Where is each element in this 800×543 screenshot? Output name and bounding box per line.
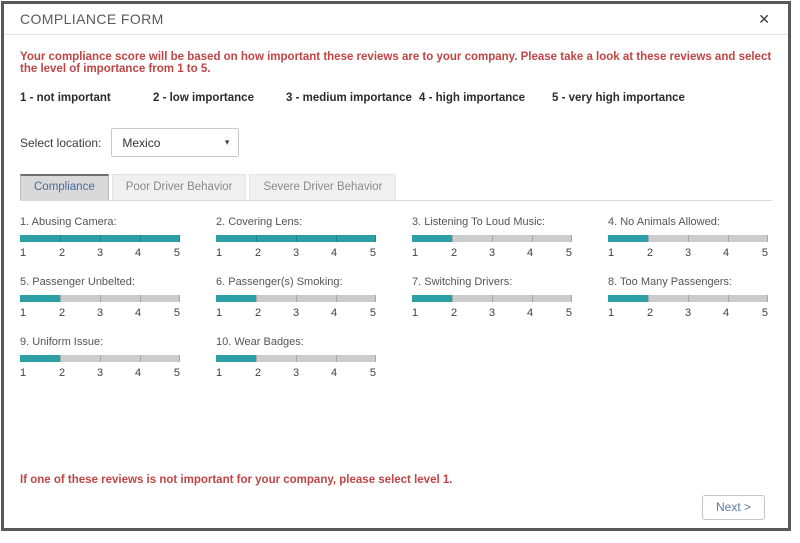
slider-scale	[608, 247, 768, 259]
slider-scale-number: 1	[216, 247, 223, 259]
slider-scale-number: 3	[96, 307, 104, 319]
slider-fill	[412, 295, 452, 302]
slider-scale-number: 3	[488, 247, 496, 259]
slider-tick	[60, 295, 61, 302]
slider-tick	[492, 235, 493, 242]
slider-tick	[140, 235, 141, 242]
intro-message: Your compliance score will be based on how important these reviews are to your company. Please take a look at these reviews and select the level of importance from 1 to 5.	[20, 51, 772, 75]
slider-scale	[216, 307, 376, 319]
slider-item	[216, 336, 376, 379]
slider-scale-number: 4	[134, 307, 142, 319]
slider-scale	[216, 367, 376, 379]
slider-tick	[532, 295, 533, 302]
footnote-message: If one of these reviews is not important for your company, please select level 1.	[20, 474, 453, 486]
slider-scale-number: 2	[450, 247, 458, 259]
slider-fill	[608, 235, 648, 242]
slider-scale-number: 4	[330, 367, 338, 379]
slider-tick	[256, 235, 257, 242]
dialog-body	[4, 51, 788, 543]
legend-item-1: 1 - not important	[20, 92, 111, 104]
location-label: Select location:	[20, 135, 102, 150]
slider-tick	[100, 355, 101, 362]
slider-tick	[336, 295, 337, 302]
slider-scale-number: 2	[58, 367, 66, 379]
slider-scale-number: 1	[412, 247, 419, 259]
dialog-header	[4, 4, 788, 35]
slider-tick	[648, 235, 649, 242]
slider-scale-number: 3	[684, 307, 692, 319]
tab-poor-driver-behavior[interactable]: Poor Driver Behavior	[112, 174, 247, 200]
slider-scale-number: 3	[292, 307, 300, 319]
slider-scale-number: 5	[369, 367, 376, 379]
slider-scale-number: 5	[565, 307, 572, 319]
slider-scale-number: 2	[646, 307, 654, 319]
slider-tick	[728, 295, 729, 302]
slider-item	[412, 276, 572, 319]
slider-tick	[60, 355, 61, 362]
slider-tick	[296, 235, 297, 242]
slider-scale	[608, 307, 768, 319]
close-icon[interactable]: ✕	[758, 11, 770, 27]
dialog-title: COMPLIANCE FORM	[20, 11, 164, 27]
slider-tick	[100, 235, 101, 242]
slider-scale-number: 3	[488, 307, 496, 319]
slider-scale-number: 1	[216, 367, 223, 379]
slider-scale-number: 5	[369, 247, 376, 259]
slider-scale-number: 5	[761, 247, 768, 259]
slider-tick	[179, 355, 180, 362]
importance-legend	[20, 92, 772, 104]
slider-scale-number: 3	[96, 367, 104, 379]
slider-scale	[20, 247, 180, 259]
tab-compliance[interactable]: Compliance	[20, 174, 109, 200]
slider-scale-number: 2	[254, 307, 262, 319]
location-dropdown[interactable]	[111, 128, 239, 157]
slider-label: 3. Listening To Loud Music:	[412, 216, 546, 228]
slider-tick	[375, 295, 376, 302]
slider-scale-number: 2	[450, 307, 458, 319]
slider-track[interactable]	[412, 295, 572, 302]
slider-scale	[20, 367, 180, 379]
legend-item-2: 2 - low importance	[153, 92, 254, 104]
slider-label: 10. Wear Badges:	[216, 336, 304, 348]
slider-tick	[492, 295, 493, 302]
slider-tick	[571, 295, 572, 302]
slider-tick	[256, 355, 257, 362]
slider-tick	[336, 355, 337, 362]
slider-tick	[60, 235, 61, 242]
slider-track[interactable]	[216, 355, 376, 362]
slider-tick	[296, 355, 297, 362]
location-row	[20, 128, 772, 157]
location-selected-value: Mexico	[122, 135, 161, 150]
slider-tick	[140, 295, 141, 302]
slider-tick	[256, 295, 257, 302]
slider-scale-number: 4	[134, 367, 142, 379]
slider-item	[20, 216, 180, 259]
slider-scale-number: 2	[646, 247, 654, 259]
slider-tick	[100, 295, 101, 302]
slider-track[interactable]	[20, 355, 180, 362]
slider-item	[412, 216, 572, 259]
slider-scale	[412, 307, 572, 319]
slider-label: 2. Covering Lens:	[216, 216, 303, 228]
slider-scale-number: 5	[173, 367, 180, 379]
slider-scale-number: 1	[412, 307, 419, 319]
slider-scale-number: 3	[684, 247, 692, 259]
slider-tick	[452, 295, 453, 302]
slider-label: 1. Abusing Camera:	[20, 216, 117, 228]
slider-tick	[375, 355, 376, 362]
next-row	[702, 495, 765, 520]
slider-scale-number: 4	[722, 307, 730, 319]
sliders-grid	[20, 216, 772, 379]
slider-scale-number: 4	[722, 247, 730, 259]
slider-scale-number: 5	[565, 247, 572, 259]
slider-fill	[608, 295, 648, 302]
slider-scale-number: 2	[58, 307, 66, 319]
slider-scale-number: 1	[608, 247, 615, 259]
slider-scale-number: 2	[254, 367, 262, 379]
slider-label: 4. No Animals Allowed:	[608, 216, 720, 228]
slider-tick	[179, 235, 180, 242]
slider-scale-number: 1	[20, 367, 27, 379]
slider-scale-number: 1	[608, 307, 615, 319]
legend-item-3: 3 - medium importance	[286, 92, 412, 104]
slider-scale-number: 1	[20, 307, 27, 319]
slider-label: 6. Passenger(s) Smoking:	[216, 276, 343, 288]
slider-tick	[296, 295, 297, 302]
slider-tick	[375, 235, 376, 242]
slider-tick	[767, 295, 768, 302]
slider-label: 8. Too Many Passengers:	[608, 276, 732, 288]
slider-scale-number: 5	[761, 307, 768, 319]
slider-item	[20, 336, 180, 379]
slider-scale-number: 4	[526, 307, 534, 319]
slider-tick	[140, 355, 141, 362]
slider-scale	[20, 307, 180, 319]
slider-scale-number: 1	[20, 247, 27, 259]
slider-scale-number: 2	[58, 247, 66, 259]
slider-scale-number: 1	[216, 307, 223, 319]
slider-fill	[20, 355, 60, 362]
slider-track[interactable]	[216, 235, 376, 242]
slider-scale-number: 5	[369, 307, 376, 319]
slider-tick	[336, 235, 337, 242]
slider-item	[20, 276, 180, 319]
slider-item	[608, 216, 768, 259]
slider-tick	[767, 235, 768, 242]
legend-item-4: 4 - high importance	[419, 92, 526, 104]
slider-scale-number: 3	[96, 247, 104, 259]
chevron-down-icon: ▾	[224, 137, 230, 147]
slider-track[interactable]	[20, 235, 180, 242]
slider-fill	[412, 235, 452, 242]
slider-tick	[179, 295, 180, 302]
slider-scale-number: 5	[173, 247, 180, 259]
slider-item	[608, 276, 768, 319]
slider-scale-number: 4	[526, 247, 534, 259]
slider-label: 5. Passenger Unbelted:	[20, 276, 135, 288]
slider-scale-number: 2	[254, 247, 262, 259]
slider-tick	[688, 235, 689, 242]
slider-item	[216, 216, 376, 259]
tab-severe-driver-behavior[interactable]: Severe Driver Behavior	[249, 174, 396, 200]
behavior-tabs	[20, 174, 772, 201]
slider-track[interactable]	[608, 295, 768, 302]
slider-scale-number: 4	[330, 307, 338, 319]
slider-scale-number: 4	[330, 247, 338, 259]
compliance-form-dialog	[1, 1, 791, 531]
slider-label: 9. Uniform Issue:	[20, 336, 104, 348]
slider-tick	[452, 235, 453, 242]
slider-tick	[648, 295, 649, 302]
slider-scale-number: 5	[173, 307, 180, 319]
slider-scale-number: 4	[134, 247, 142, 259]
next-button[interactable]: Next >	[702, 495, 765, 520]
slider-tick	[571, 235, 572, 242]
slider-label: 7. Switching Drivers:	[412, 276, 513, 288]
slider-tick	[532, 235, 533, 242]
slider-item	[216, 276, 376, 319]
slider-scale-number: 3	[292, 367, 300, 379]
slider-track[interactable]	[412, 235, 572, 242]
slider-tick	[688, 295, 689, 302]
slider-scale-number: 3	[292, 247, 300, 259]
slider-track[interactable]	[216, 295, 376, 302]
slider-fill	[20, 295, 60, 302]
slider-fill	[216, 355, 256, 362]
slider-scale	[412, 247, 572, 259]
slider-tick	[728, 235, 729, 242]
slider-fill	[216, 295, 256, 302]
slider-scale	[216, 247, 376, 259]
slider-track[interactable]	[20, 295, 180, 302]
slider-track[interactable]	[608, 235, 768, 242]
legend-item-5: 5 - very high importance	[552, 92, 685, 104]
